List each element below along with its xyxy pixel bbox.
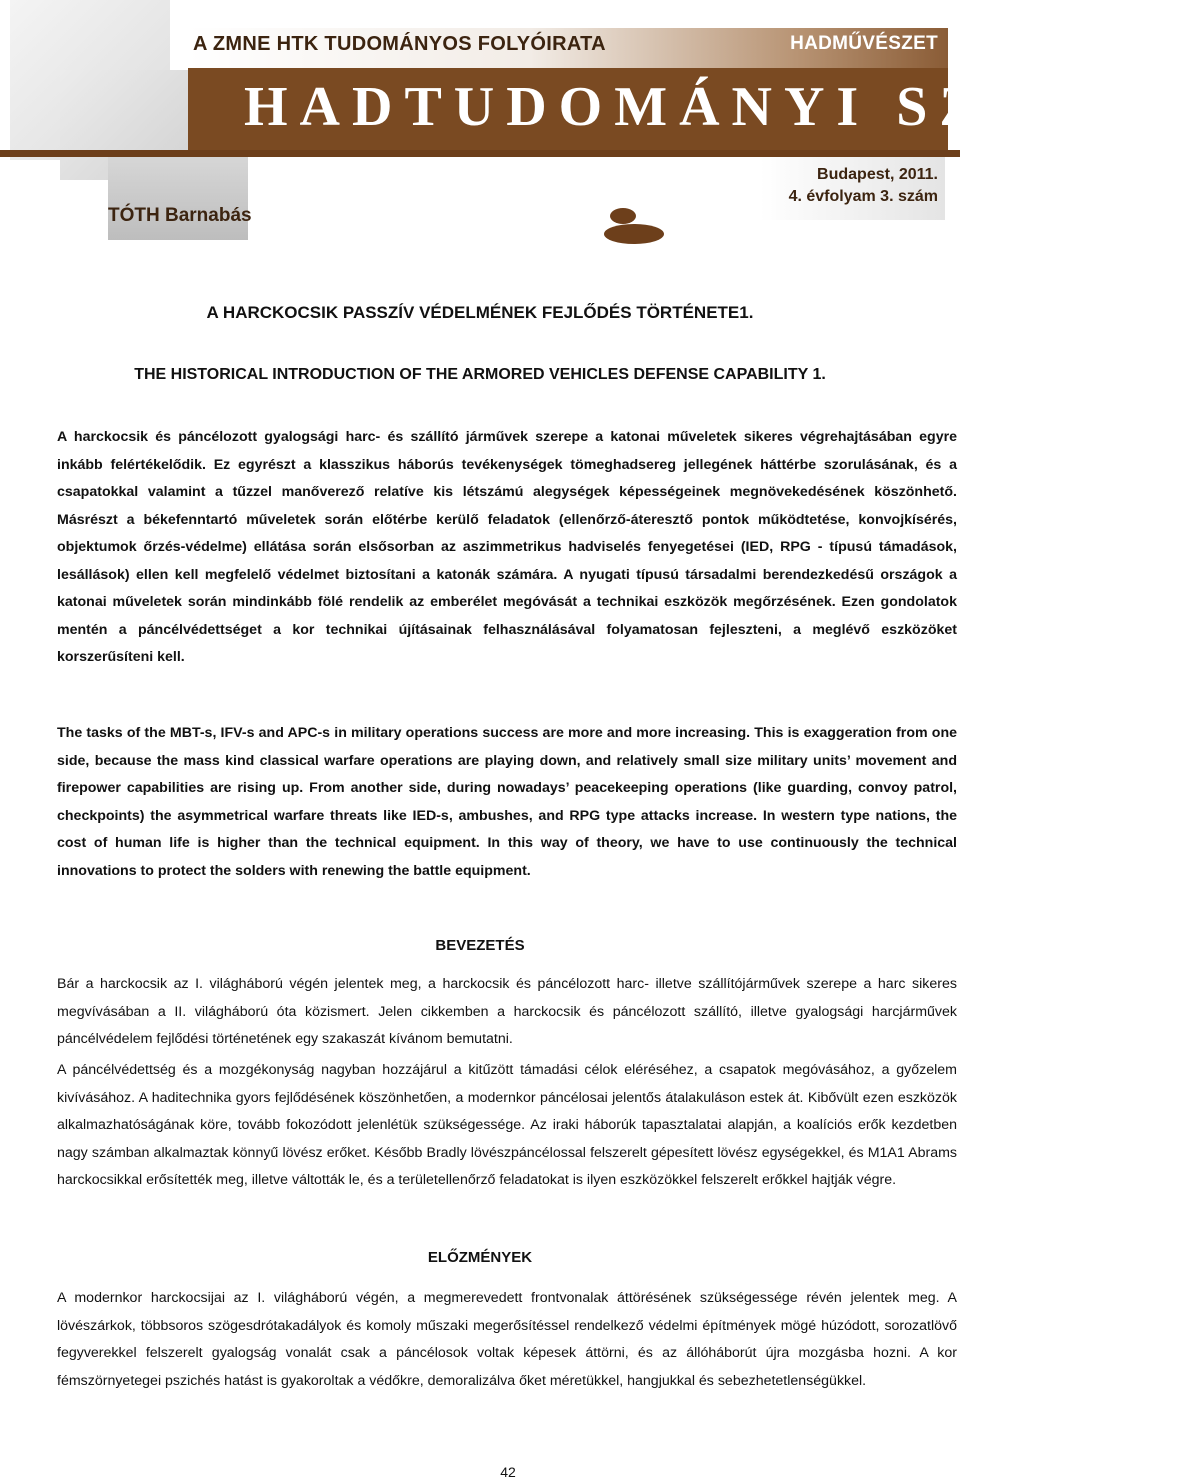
section-heading-bevezetes: BEVEZETÉS: [435, 937, 525, 954]
journal-name: A ZMNE HTK TUDOMÁNYOS FOLYÓIRATA: [193, 33, 606, 55]
paragraph: Bár a harckocsik az I. világháború végén jelentek meg, a harckocsik és páncélozott harc- illetve szállítójárművek szerepe a harc sikeres megvívásában a II. világháború óta közismert. Jelen cikkemben a harckocsik és páncélozott szállító, illetve gyalogsági harcjárművek páncélvédelem fejlődési történetének egy szakaszát kívánom bemutatni.: [57, 976, 957, 1047]
decor-ellipse: [610, 208, 636, 224]
volume-issue: 4. évfolyam 3. szám: [788, 188, 938, 205]
journal-title: HADTUDOMÁNYI SZEMLE: [244, 76, 1202, 138]
journal-masthead: [0, 0, 1202, 250]
abstract-hu: A harckocsik és páncélozott gyalogsági harc- és szállító járművek szerepe a katonai műveletek sikeres végrehajtásában egyre inkább felértékelődik. Ez egyrészt a klasszikus háborús tevékenységek tömeghadsereg jellegének háttérbe szorulásának, és a csapatokkal valamint a tűzzel manőverező relatíve kis létszámú alegységek képességeinek megnövekedésének köszönhető. Másrészt a békefenntartó műveletek során előtérbe kerülő feladatok (ellenőrző-áteresztő pontok működtetése, konvojkísérés, objektumok őrzés-védelme) ellátása során elsősorban az aszimmetrikus hadviselés fenyegetései (IED, RPG - típusú támadások, lesállások) ellen kell megfelelő védelmet biztosítani a katonák számára. A nyugati típusú társadalmi berendezkedésű országok a katonai műveletek során mindinkább fölé rendelik az emberélet megóvását a technikai eszközök megőrzésének. Ezen gondolatok mentén a páncélvédettséget a kor technikai újításainak felhasználásával folyamatosan fejleszteni, a meglévő eszközöket korszerűsíteni kell.: [57, 429, 957, 665]
section-heading-elozmenyek: ELŐZMÉNYEK: [427, 1249, 533, 1266]
place-date: Budapest, 2011.: [817, 166, 938, 183]
paragraph: A páncélvédettség és a mozgékonyság nagyban hozzájárul a kitűzött támadási célok eléréséhez, a csapatok megóvásához, a győzelem kivívásához. A haditechnika gyors fejlődésének köszönhetően, a modernkor páncélosai jelentős átalakuláson estek át. Kibővült ezen eszközök alkalmazhatóságának köre, tovább fokozódott jelenlétük szükségessége. Az iraki háborúk tapasztalatai alapján, a koalíciós erők kezdetben nagy számban alkalmaztak könnyű lövész erőket. Később Bradly lövészpáncélossal felszerelt gépesített lövész egységekkel, és M1A1 Abrams harckocsikkal erősítették meg, illetve váltották le, és a területellenőrző feladatokat is ilyen eszközökkel felszerelt erőkkel hajtják végre.: [57, 1062, 957, 1188]
issue-info: [789, 164, 938, 208]
masthead-stripe: [0, 150, 960, 157]
decor-ellipse: [604, 224, 664, 244]
journal-section: HADMŰVÉSZET: [790, 33, 938, 54]
page-number: 42: [500, 1464, 516, 1480]
paragraph: A modernkor harckocsijai az I. világháború végén, a megmerevedett frontvonalak áttörésének szükségessége révén jelentek meg. A lövészárkok, többsoros szögesdrótakadályok és komoly műszaki megerősítéssel rendelkező védelmi építmények mögé húzódott, sorozatlövő fegyverekkel felszerelt gyalogság vonalát csak a páncélosok voltak képesek áttörni, és az állóháborút újra mozgásba hozni. A kor fémszörnyetegei pszichés hatást is gyakoroltak a védőkre, demoralizálva őket méretükkel, hangjukkal és sebezhetetlenségükkel.: [57, 1290, 957, 1389]
article-title-hu: A HARCKOCSIK PASSZÍV VÉDELMÉNEK FEJLŐDÉS TÖRTÉNETE1.: [206, 303, 754, 322]
author-name: TÓTH Barnabás: [108, 205, 252, 226]
article-title-en: THE HISTORICAL INTRODUCTION OF THE ARMORED VEHICLES DEFENSE CAPABILITY 1.: [134, 366, 826, 383]
abstract-en: The tasks of the MBT-s, IFV-s and APC-s in military operations success are more and more increasing. This is exaggeration from one side, because the mass kind classical warfare operations are playing down, and relatively small size military units’ movement and firepower capabilities are rising up. From another side, during nowadays’ peacekeeping operations (like guarding, convoy patrol, checkpoints) the asymmetrical warfare threats like IED-s, ambushes, and RPG type attacks increase. In western type nations, the cost of human life is higher than the technical equipment. In this way of theory, we have to use continuously the technical innovations to protect the solders with renewing the battle equipment.: [57, 725, 957, 879]
